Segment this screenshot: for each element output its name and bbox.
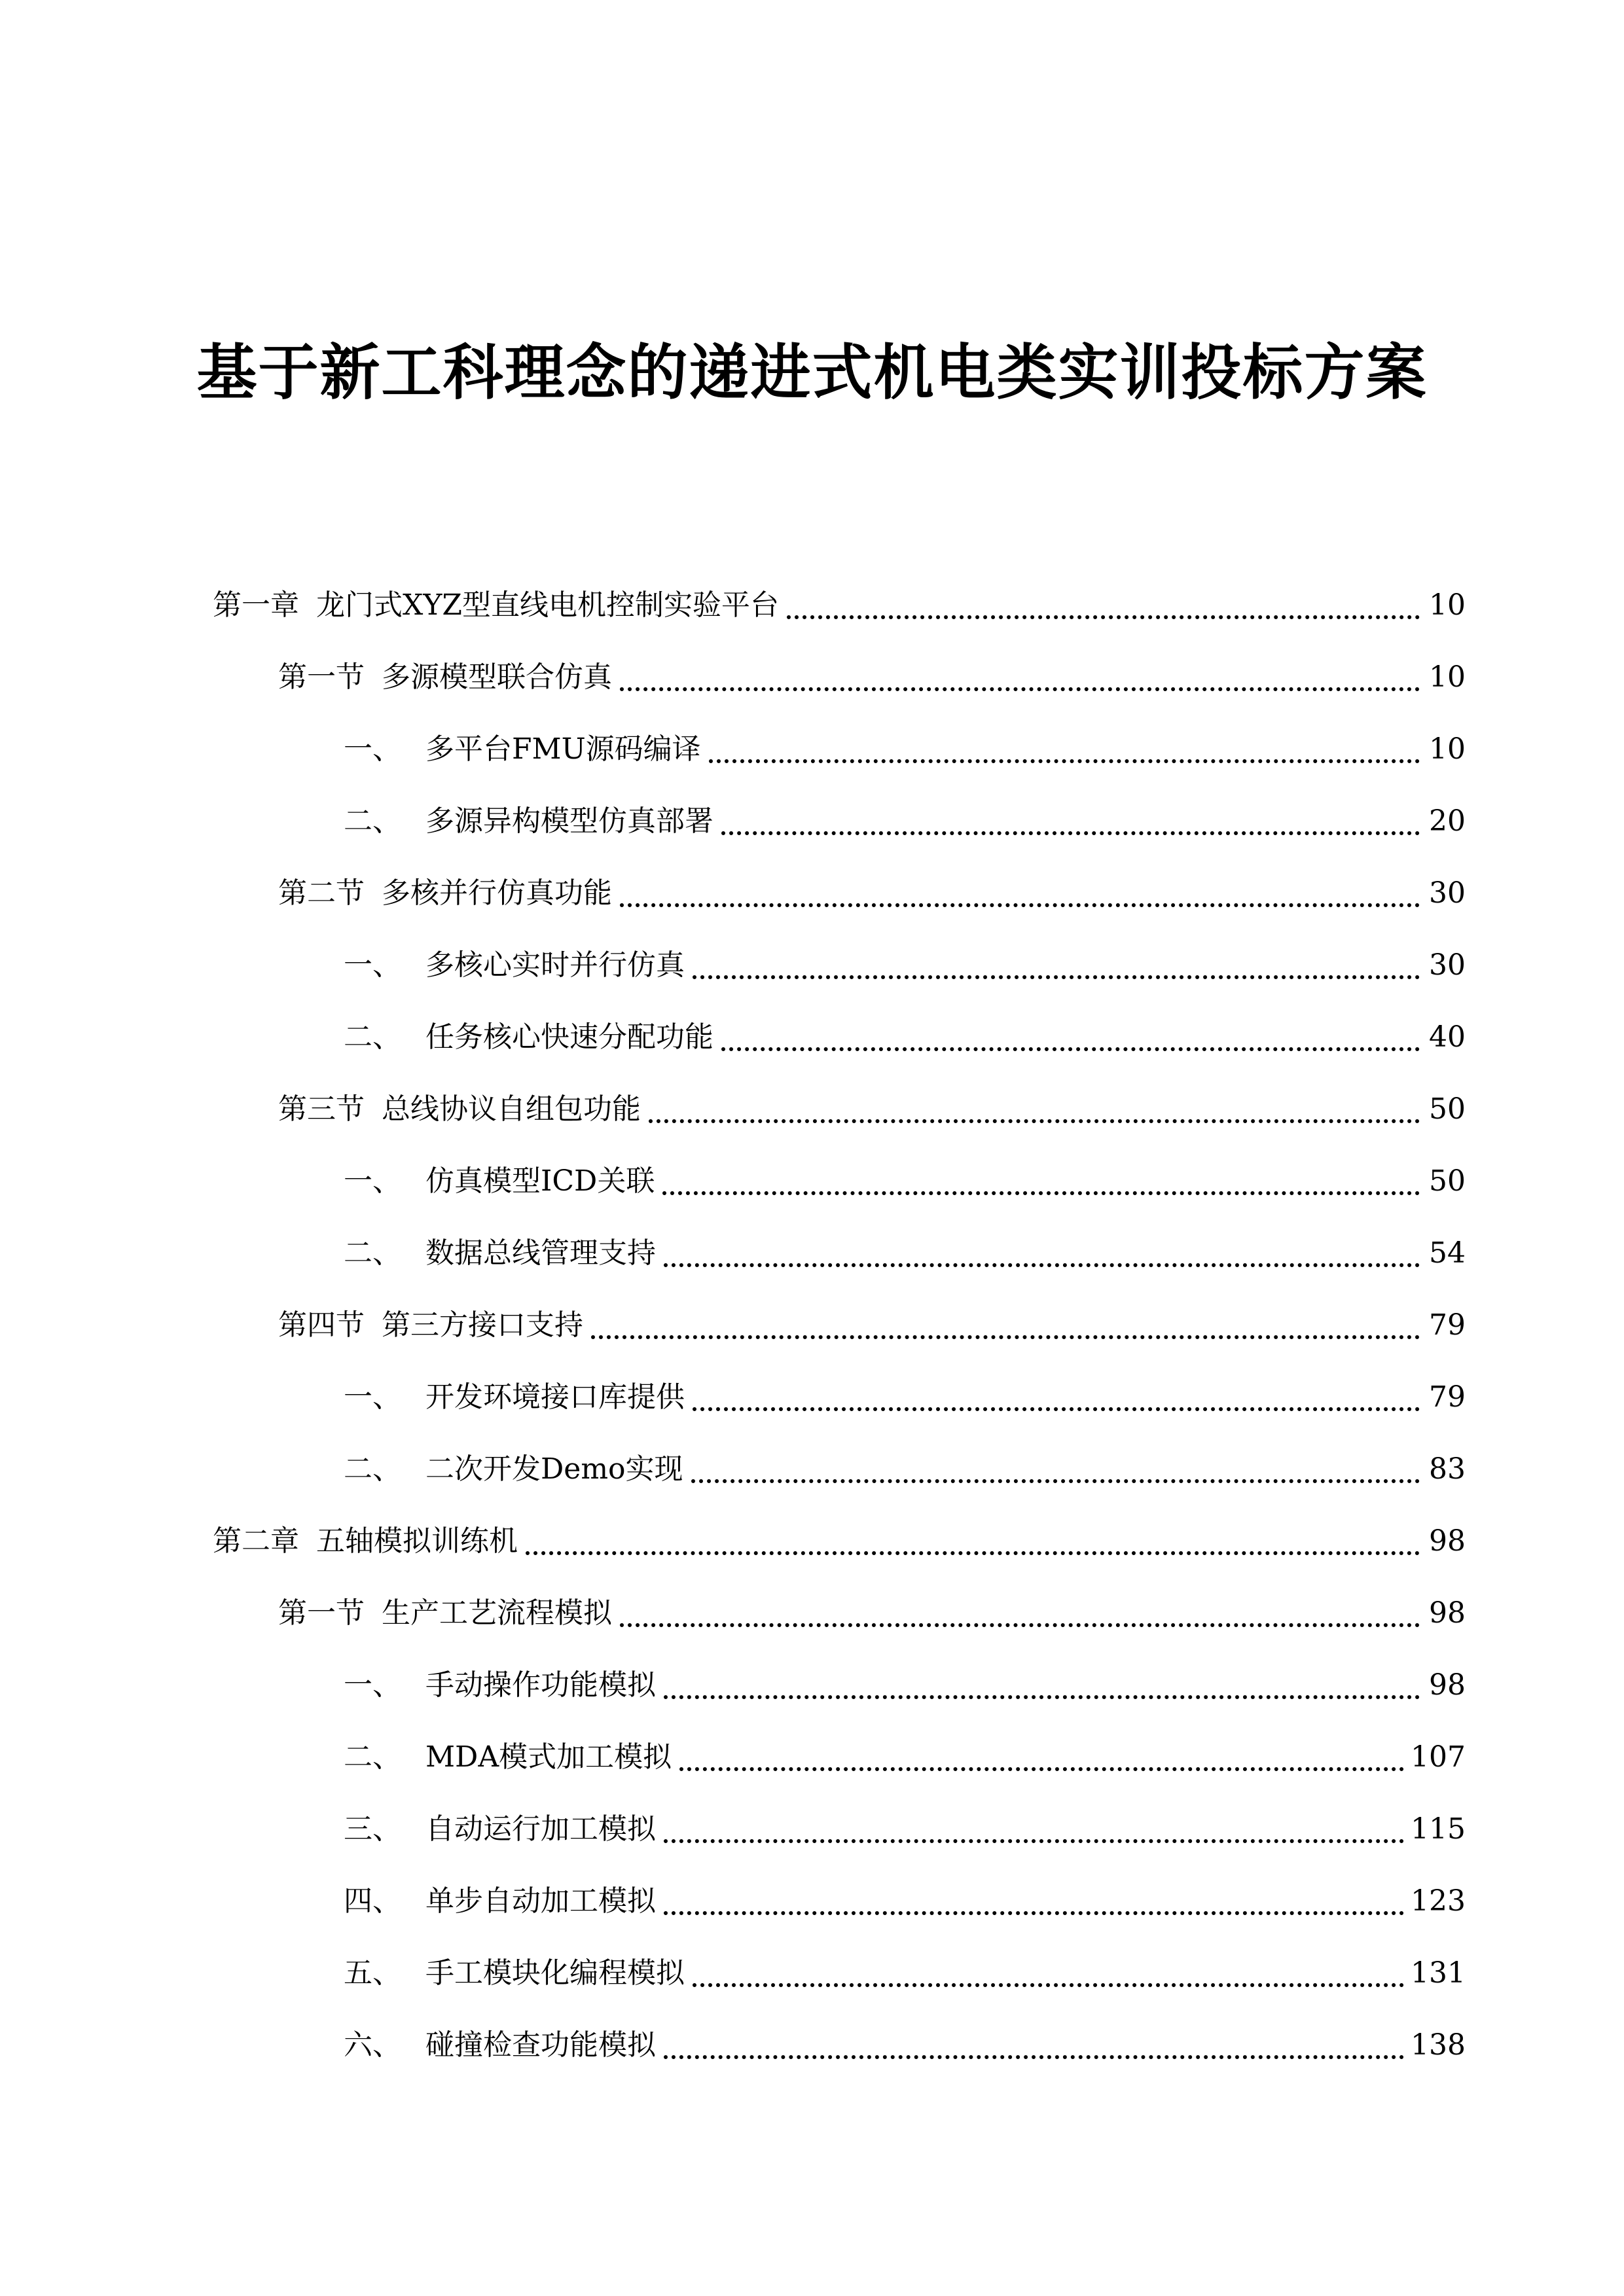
toc-entry-page: 98: [1429, 1668, 1466, 1702]
toc-entry-page: 30: [1429, 876, 1466, 910]
toc-entry[interactable]: [213, 1145, 1466, 1217]
toc-entry-number: 第四节: [278, 1308, 365, 1342]
toc-dot-leader: [709, 759, 1420, 763]
toc-entry-number: 第三节: [278, 1092, 365, 1126]
toc-dot-leader: [693, 1407, 1420, 1411]
toc-entry-text: 仿真模型ICD关联: [425, 1164, 655, 1198]
toc-dot-leader: [664, 1839, 1404, 1843]
toc-entry-text: 第三方接口支持: [382, 1308, 583, 1342]
toc-entry-text: 自动运行加工模拟: [425, 1812, 656, 1846]
toc-entry-number: 二、: [344, 1740, 401, 1774]
toc-dot-leader: [721, 1047, 1420, 1051]
toc-entry-number: 二、: [344, 804, 401, 838]
toc-entry-page: 79: [1429, 1308, 1466, 1342]
toc-entry-page: 10: [1429, 660, 1466, 694]
toc-entry-text: 多平台FMU源码编译: [425, 732, 701, 766]
toc-entry-number: 三、: [344, 1812, 401, 1846]
toc-entry[interactable]: [213, 2009, 1466, 2081]
toc-entry-text: 生产工艺流程模拟: [382, 1596, 612, 1630]
toc-entry-page: 50: [1429, 1092, 1466, 1126]
toc-entry[interactable]: [213, 713, 1466, 785]
toc-entry-text: 单步自动加工模拟: [425, 1884, 656, 1918]
toc-entry[interactable]: [213, 1073, 1466, 1145]
toc-entry-page: 50: [1429, 1164, 1466, 1198]
toc-entry[interactable]: [213, 1433, 1466, 1505]
toc-entry-number: 二、: [344, 1452, 401, 1486]
document-title: 基于新工科理念的递进式机电类实训投标方案: [196, 338, 1428, 408]
toc-entry-text: 任务核心快速分配功能: [425, 1020, 713, 1054]
toc-entry[interactable]: [213, 1577, 1466, 1649]
toc-dot-leader: [664, 1911, 1404, 1915]
toc-entry-number: 一、: [344, 1164, 401, 1198]
toc-entry-number: 第二章: [213, 1524, 299, 1558]
toc-dot-leader: [664, 2055, 1404, 2059]
toc-entry[interactable]: [213, 641, 1466, 713]
toc-entry-text: 多核并行仿真功能: [382, 876, 612, 910]
toc-entry-number: 二、: [344, 1236, 401, 1270]
toc-entry-page: 98: [1429, 1596, 1466, 1630]
table-of-contents: [213, 569, 1466, 2081]
toc-entry-page: 83: [1429, 1452, 1466, 1486]
toc-entry-page: 98: [1429, 1524, 1466, 1558]
toc-entry-number: 第二节: [278, 876, 365, 910]
toc-entry-text: 总线协议自组包功能: [382, 1092, 641, 1126]
toc-entry[interactable]: [213, 1217, 1466, 1289]
toc-entry[interactable]: [213, 929, 1466, 1001]
toc-dot-leader: [691, 1479, 1420, 1483]
toc-dot-leader: [591, 1335, 1420, 1339]
toc-entry-page: 107: [1411, 1740, 1466, 1774]
toc-dot-leader: [662, 1191, 1420, 1195]
toc-entry-number: 第一节: [278, 1596, 365, 1630]
toc-dot-leader: [664, 1695, 1420, 1699]
toc-dot-leader: [664, 1263, 1420, 1267]
toc-entry[interactable]: [213, 1865, 1466, 1937]
toc-dot-leader: [679, 1767, 1404, 1771]
toc-entry-page: 131: [1411, 1956, 1466, 1990]
toc-entry-text: 开发环境接口库提供: [425, 1380, 685, 1414]
toc-dot-leader: [721, 831, 1420, 835]
toc-entry[interactable]: [213, 1721, 1466, 1793]
toc-entry-text: 多核心实时并行仿真: [425, 948, 685, 982]
toc-entry[interactable]: [213, 857, 1466, 929]
toc-entry[interactable]: [213, 1361, 1466, 1433]
toc-entry[interactable]: [213, 1289, 1466, 1361]
toc-dot-leader: [649, 1119, 1420, 1123]
toc-entry-number: 一、: [344, 1668, 401, 1702]
toc-entry[interactable]: [213, 1793, 1466, 1865]
toc-entry-number: 五、: [344, 1956, 401, 1990]
toc-entry-number: 一、: [344, 732, 401, 766]
toc-entry-page: 10: [1429, 732, 1466, 766]
toc-entry-number: 第一节: [278, 660, 365, 694]
toc-dot-leader: [787, 615, 1420, 619]
toc-entry-page: 40: [1429, 1020, 1466, 1054]
toc-entry-page: 79: [1429, 1380, 1466, 1414]
toc-entry-number: 二、: [344, 1020, 401, 1054]
toc-entry-text: 多源异构模型仿真部署: [425, 804, 713, 838]
toc-entry-number: 第一章: [213, 588, 299, 622]
toc-entry-text: 五轴模拟训练机: [316, 1524, 518, 1558]
toc-entry-page: 54: [1429, 1236, 1466, 1270]
toc-entry-page: 10: [1429, 588, 1466, 622]
toc-entry-page: 20: [1429, 804, 1466, 838]
toc-entry-number: 一、: [344, 948, 401, 982]
toc-entry-text: 龙门式XYZ型直线电机控制实验平台: [316, 588, 779, 622]
toc-dot-leader: [620, 1623, 1420, 1627]
toc-dot-leader: [693, 1983, 1404, 1987]
toc-entry-number: 四、: [344, 1884, 401, 1918]
toc-dot-leader: [693, 975, 1420, 979]
toc-entry-text: 碰撞检查功能模拟: [425, 2028, 656, 2062]
toc-entry[interactable]: [213, 1505, 1466, 1577]
toc-entry-text: 手动操作功能模拟: [425, 1668, 656, 1702]
toc-dot-leader: [620, 903, 1420, 907]
toc-entry-page: 123: [1411, 1884, 1466, 1918]
toc-entry[interactable]: [213, 785, 1466, 857]
toc-entry-text: 手工模块化编程模拟: [425, 1956, 685, 1990]
toc-dot-leader: [526, 1551, 1420, 1555]
toc-entry-page: 138: [1411, 2028, 1466, 2062]
toc-entry-number: 六、: [344, 2028, 401, 2062]
toc-dot-leader: [620, 687, 1420, 691]
toc-entry-text: 数据总线管理支持: [425, 1236, 656, 1270]
toc-entry-text: 二次开发Demo实现: [425, 1452, 683, 1486]
toc-entry[interactable]: [213, 1937, 1466, 2009]
toc-entry-number: 一、: [344, 1380, 401, 1414]
toc-entry-page: 30: [1429, 948, 1466, 982]
toc-entry[interactable]: [213, 1649, 1466, 1721]
toc-entry[interactable]: [213, 569, 1466, 641]
toc-entry-page: 115: [1411, 1812, 1466, 1846]
toc-entry-text: MDA模式加工模拟: [425, 1740, 672, 1774]
toc-entry[interactable]: [213, 1001, 1466, 1073]
toc-entry-text: 多源模型联合仿真: [382, 660, 612, 694]
